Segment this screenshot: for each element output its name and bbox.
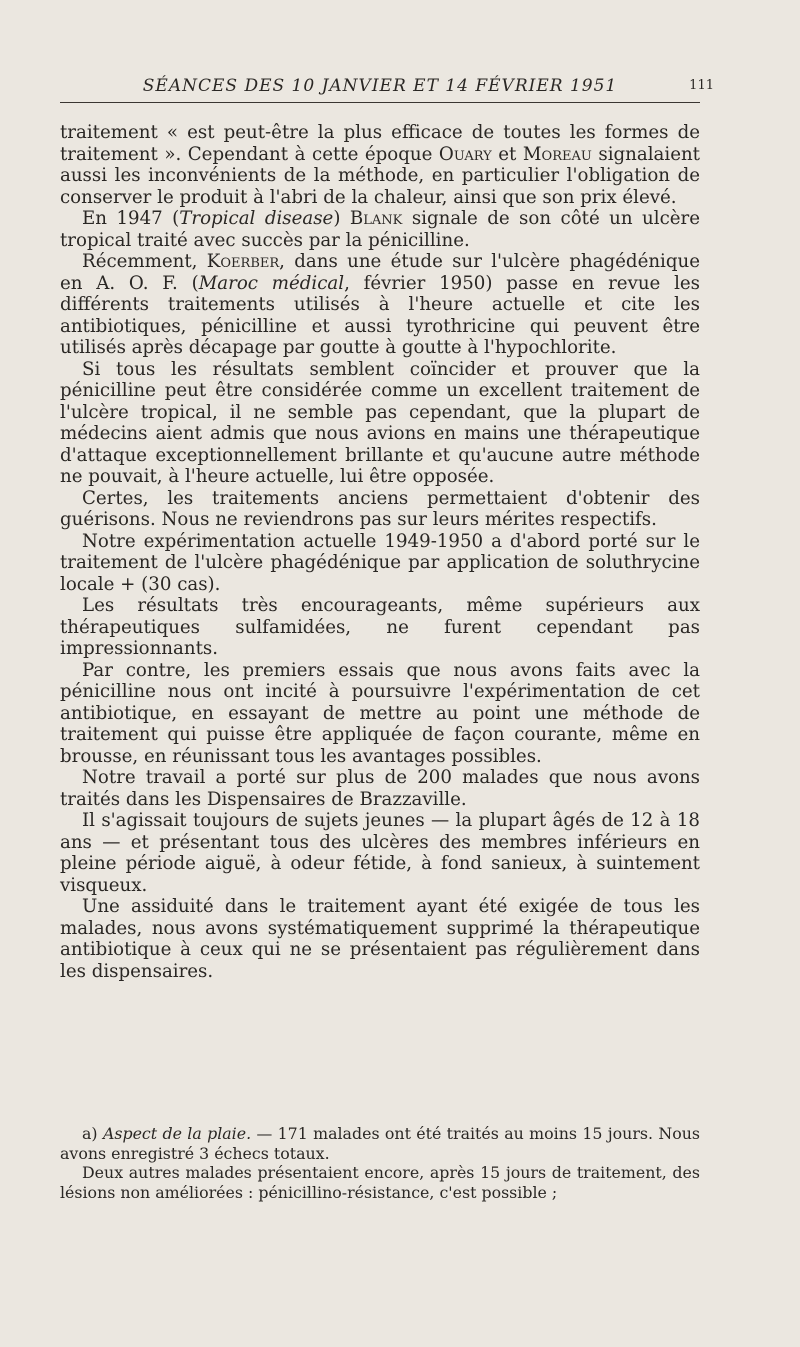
paragraph [60,488,700,531]
text-run: Il s'agissait toujours de sujets jeunes — la plupart âgés de 12 à 18 ans — et présentant tous des ulcères des membres inférieurs en pleine période aiguë, à odeur fétide, à fond sanieux, à suintement visqueux. [60,810,700,896]
author-name: Moreau [522,143,592,165]
italic-text: Tropical disease [179,208,334,229]
body-text [60,122,700,982]
paragraph [60,896,700,982]
text-run: Par contre, les premiers essais que nous avons faits avec la pénicilline nous ont incité à poursuivre l'expérimentation de cet antibiotique, en essayant de mettre au point une méthode de traitement qui puisse être appliquée de façon courante, même en brousse, en réunissant tous les avantages possibles. [60,659,700,767]
paragraph [60,1124,700,1163]
text-run: — 171 malades ont été traités au moins 15 jours. Nous avons enregistré 3 échecs totaux. [60,1124,701,1163]
text-run: , février 1950) passe en revue les différents traitements utilisés à l'heure actuelle et cite les antibiotiques, pénicilline et aussi tyrothricine qui peuvent être utilisés après décapage par goutte à goutte à l'hypochlorite. [60,272,700,358]
italic-text: Maroc médical [198,272,345,294]
paragraph [60,660,700,768]
text-run: En 1947 ( [82,208,180,229]
page-number: 111 [689,78,714,93]
text-run: signale de son côté un ulcère tropical traité avec succès par la pénicilline. [60,208,700,251]
text-run: , dans une étude sur l'ulcère phagédénique en A. O. F. ( [60,251,700,294]
text-run: signalaient aussi les inconvénients de la méthode, en particulier l'obligation de conserver le produit à l'abri de la chaleur, ainsi que son prix élevé. [60,143,700,208]
text-run: ) [333,208,350,229]
running-header [60,76,714,103]
author-name: Koerber [206,251,280,272]
text-run: Si tous les résultats semblent coïncider et prouver que la pénicilline peut être considérée comme un excellent traitement de l'ulcère tropical, il ne semble pas cependant, que la plupart de médecins aient admis que nous avions en mains une thérapeutique d'attaque exceptionnellement brillante et qu'aucune autre méthode ne pouvait, à l'heure actuelle, lui être opposée. [60,358,700,487]
author-name: Ouary [438,143,492,165]
subsection-text [60,1124,700,1202]
text-run: Deux autres malades présentaient encore, après 15 jours de traitement, des lésions non améliorées : pénicillino-résistance, c'est possible ; [60,1163,700,1202]
author-name: Blank [349,208,403,229]
running-title: SÉANCES DES 10 JANVIER ET 14 FÉVRIER 1951 [142,76,618,96]
text-run: Certes, les traitements anciens permettaient d'obtenir des guérisons. Nous ne reviendrons pas sur leurs mérites respectifs. [60,487,700,530]
text-run: et [491,143,523,165]
paragraph [60,359,700,488]
italic-text: Aspect de la plaie. [102,1124,252,1143]
paragraph [60,810,700,896]
text-run: a) [82,1124,103,1143]
text-run: Notre travail a porté sur plus de 200 malades que nous avons traités dans les Dispensaires de Brazzaville. [60,767,700,810]
text-run: Les résultats très encourageants, même supérieurs aux thérapeutiques sulfamidées, ne furent cependant pas impressionnants. [60,595,700,659]
paragraph [60,531,700,596]
text-run: Récemment, [82,251,207,272]
paragraph [60,208,700,251]
paragraph [60,1163,700,1202]
text-run: traitement « est peut-être la plus efficace de toutes les formes de traitement ». Cependant à cette époque [60,122,700,165]
text-run: Notre expérimentation actuelle 1949-1950 a d'abord porté sur le traitement de l'ulcère phagédénique par application de soluthrycine locale + (30 cas). [60,530,700,595]
paragraph [60,251,700,359]
paragraph [60,595,700,660]
paragraph [60,767,700,810]
text-run: Une assiduité dans le traitement ayant été exigée de tous les malades, nous avons systématiquement supprimé la thérapeutique antibiotique à ceux qui ne se présentaient pas régulièrement dans les dispensaires. [60,896,700,982]
paragraph [60,122,700,208]
